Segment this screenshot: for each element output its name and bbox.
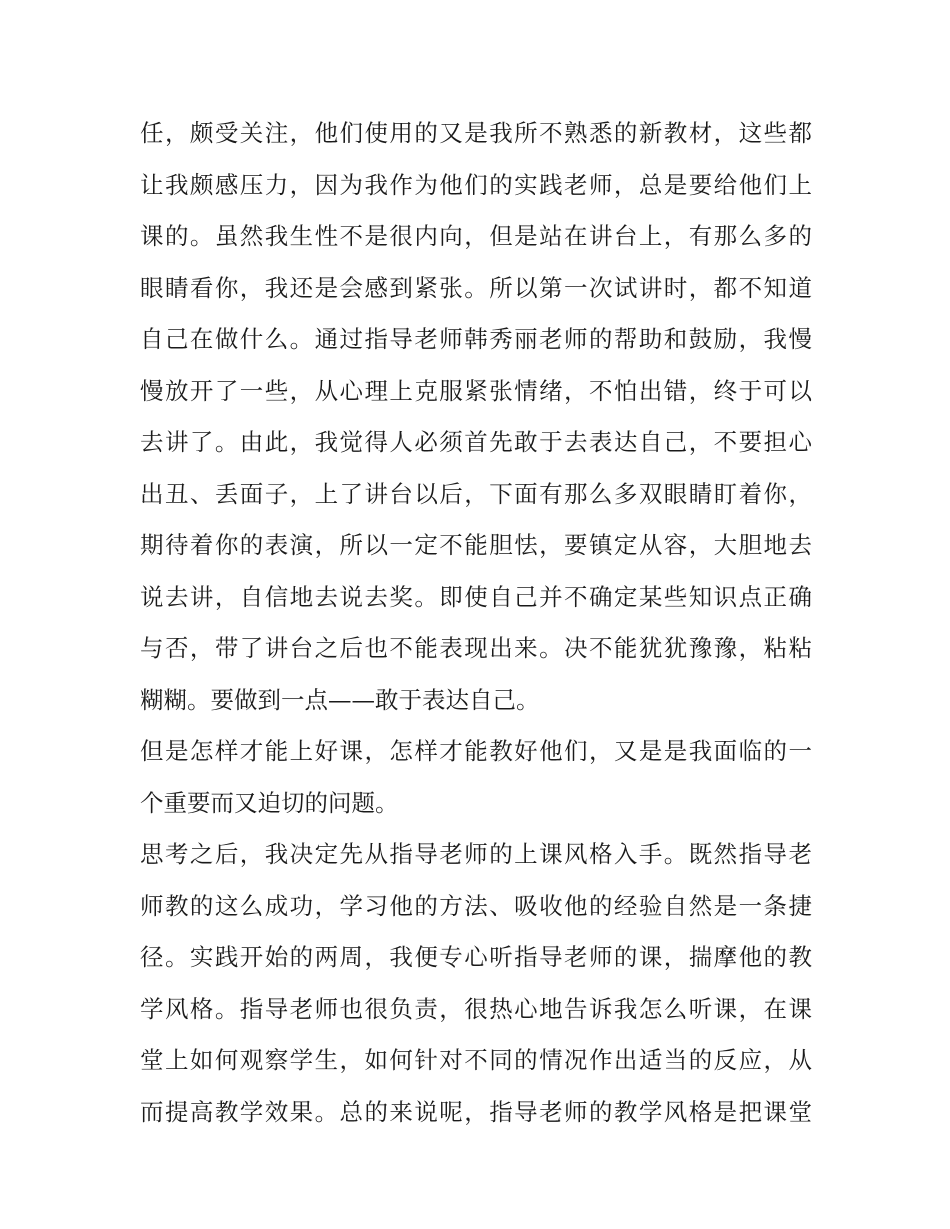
- text-line: 糊糊。要做到一点——敢于表达自己。: [140, 685, 540, 714]
- text-line: 与否，带了讲台之后也不能表现出来。决不能犹犹豫豫，粘粘: [140, 634, 812, 662]
- text-line: 任，颇受关注，他们使用的又是我所不熟悉的新教材，这些都: [140, 119, 812, 147]
- text-line: 径。实践开始的两周，我便专心听指导老师的课，揣摩他的教: [140, 943, 812, 971]
- text-line: 说去讲，自信地去说去奖。即使自己并不确定某些知识点正确: [140, 582, 812, 611]
- text-line: 个重要而又迫切的问题。: [140, 788, 399, 817]
- text-line: 思考之后，我决定先从指导老师的上课风格入手。既然指导老: [140, 840, 812, 868]
- text-line: 而提高教学效果。总的来说呢，指导老师的教学风格是把课堂: [140, 1097, 812, 1126]
- text-line: 出丑、丢面子，上了讲台以后，下面有那么多双眼睛盯着你，: [140, 479, 812, 508]
- text-line: 让我颇感压力，因为我作为他们的实践老师，总是要给他们上: [140, 170, 812, 199]
- text-line: 但是怎样才能上好课，怎样才能教好他们，又是是我面临的一: [140, 737, 812, 765]
- text-line: 眼睛看你，我还是会感到紧张。所以第一次试讲时，都不知道: [140, 273, 812, 302]
- body-text: [140, 108, 812, 1138]
- text-line: 慢放开了一些，从心理上克服紧张情绪，不怕出错，终于可以: [140, 376, 812, 405]
- text-line: 师教的这么成功，学习他的方法、吸收他的经验自然是一条捷: [140, 891, 812, 920]
- text-line: 去讲了。由此，我觉得人必须首先敢于去表达自己，不要担心: [140, 428, 812, 456]
- text-line: 堂上如何观察学生，如何针对不同的情况作出适当的反应，从: [140, 1046, 812, 1074]
- text-line: 自己在做什么。通过指导老师韩秀丽老师的帮助和鼓励，我慢: [140, 325, 812, 353]
- text-line: 学风格。指导老师也很负责，很热心地告诉我怎么听课，在课: [140, 994, 812, 1023]
- text-line: 课的。虽然我生性不是很内向，但是站在讲台上，有那么多的: [140, 222, 812, 250]
- text-line: 期待着你的表演，所以一定不能胆怯，要镇定从容，大胆地去: [140, 531, 812, 559]
